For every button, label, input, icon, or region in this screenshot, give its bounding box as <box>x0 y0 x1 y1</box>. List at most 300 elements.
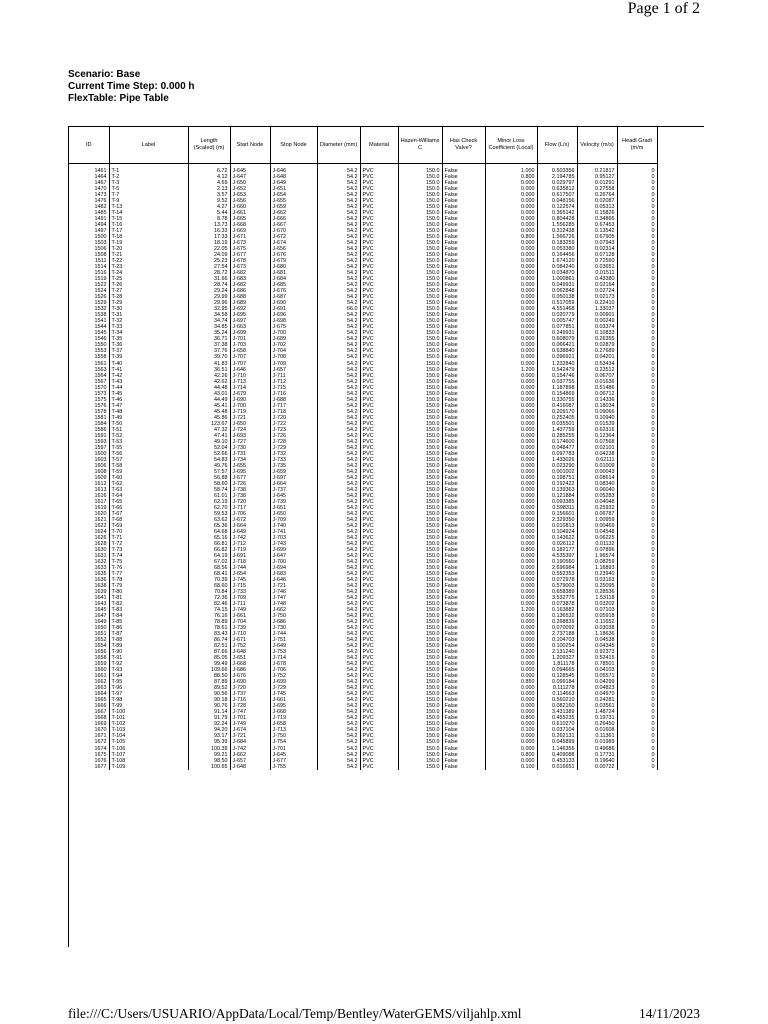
col-material-cell: PVC <box>360 174 398 180</box>
col-flow-cell: 2.696984 <box>537 565 577 571</box>
col-hazen-williams-cell: 150.0 <box>398 571 442 577</box>
col-headloss-gradient-cell: 0 <box>617 589 657 595</box>
col-label-cell: T-81 <box>109 595 188 601</box>
col-minor-loss-cell: 1.000 <box>485 168 537 174</box>
col-material-cell: PVC <box>360 445 398 451</box>
col-id-cell: 1668 <box>69 715 109 721</box>
col-flow-cell: 0.252405 <box>537 415 577 421</box>
col-check-valve-cell: False <box>442 535 485 541</box>
col-diameter-cell: 54.2 <box>317 613 360 619</box>
col-headloss-gradient-cell: 0 <box>617 649 657 655</box>
col-velocity-header: Velocity (m/s) <box>577 127 617 164</box>
col-velocity-cell: 0.05571 <box>577 673 617 679</box>
col-flow-cell: 2.194785 <box>537 174 577 180</box>
col-id-cell: 1575 <box>69 397 109 403</box>
col-material-cell: PVC <box>360 559 398 565</box>
col-check-valve-cell: False <box>442 703 485 709</box>
col-length-cell: 2.13 <box>188 186 230 192</box>
col-start-node-cell: J-733 <box>230 589 270 595</box>
col-check-valve-cell: False <box>442 499 485 505</box>
col-stop-node-cell: J-721 <box>270 583 317 589</box>
col-length-cell: 78.61 <box>188 625 230 631</box>
col-material-cell: PVC <box>360 733 398 739</box>
col-label-cell: T-53 <box>109 439 188 445</box>
col-check-valve-cell: False <box>442 547 485 553</box>
col-velocity-cell: 0.34866 <box>577 216 617 222</box>
col-diameter-cell: 54.2 <box>317 354 360 360</box>
col-length-cell: 123.67 <box>188 421 230 427</box>
col-check-valve-cell: False <box>442 427 485 433</box>
col-length-cell: 76.16 <box>188 613 230 619</box>
col-diameter-cell: 54.2 <box>317 312 360 318</box>
col-hazen-williams-cell: 150.0 <box>398 758 442 764</box>
col-stop-node-cell: J-718 <box>270 409 317 415</box>
col-length-cell: 54.83 <box>188 457 230 463</box>
col-material-cell: PVC <box>360 439 398 445</box>
col-material-cell: PVC <box>360 367 398 373</box>
col-velocity-cell: 0.04238 <box>577 451 617 457</box>
col-minor-loss-cell: 0.000 <box>485 523 537 529</box>
col-stop-node-cell: J-686 <box>270 619 317 625</box>
col-length-cell: 44.49 <box>188 397 230 403</box>
col-start-node-cell: J-742 <box>230 535 270 541</box>
col-flow-cell: 0.190560 <box>537 559 577 565</box>
col-headloss-gradient-cell: 0 <box>617 252 657 258</box>
col-velocity-cell: 0.04103 <box>577 667 617 673</box>
col-length-cell: 100.65 <box>188 764 230 770</box>
col-material-cell: PVC <box>360 312 398 318</box>
col-headloss-gradient-cell: 0 <box>617 601 657 607</box>
col-label-cell: T-86 <box>109 625 188 631</box>
col-minor-loss-cell: 0.000 <box>485 451 537 457</box>
col-start-node-cell: J-661 <box>230 613 270 619</box>
col-headloss-gradient-cell: 0 <box>617 403 657 409</box>
col-diameter-cell: 54.2 <box>317 246 360 252</box>
col-start-node-cell: J-677 <box>230 475 270 481</box>
col-material-cell: PVC <box>360 204 398 210</box>
col-flow-header: Flow (L/s) <box>537 127 577 164</box>
col-start-node-cell: J-719 <box>230 547 270 553</box>
col-length-cell: 9.52 <box>188 198 230 204</box>
col-material-cell: PVC <box>360 752 398 758</box>
col-minor-loss-cell: 0.000 <box>485 361 537 367</box>
col-velocity-cell: 0.04548 <box>577 529 617 535</box>
col-velocity-cell: 0.04048 <box>577 499 617 505</box>
col-stop-node-cell: J-655 <box>270 198 317 204</box>
col-hazen-williams-cell: 150.0 <box>398 715 442 721</box>
col-flow-cell: 0.077851 <box>537 324 577 330</box>
col-id-cell: 1631 <box>69 553 109 559</box>
col-id-cell: 1511 <box>69 258 109 264</box>
col-hazen-williams-cell: 150.0 <box>398 421 442 427</box>
col-minor-loss-cell: 0.000 <box>485 312 537 318</box>
col-check-valve-cell: False <box>442 397 485 403</box>
col-length-cell: 70.84 <box>188 589 230 595</box>
col-material-cell: PVC <box>360 252 398 258</box>
col-hazen-williams-cell: 150.0 <box>398 559 442 565</box>
col-id-cell: 1636 <box>69 577 109 583</box>
col-check-valve-cell: False <box>442 282 485 288</box>
col-velocity-cell: 0.02101 <box>577 445 617 451</box>
col-start-node-cell: J-671 <box>230 234 270 240</box>
col-stop-node-cell: J-715 <box>270 385 317 391</box>
col-id-cell: 1658 <box>69 655 109 661</box>
col-headloss-gradient-cell: 0 <box>617 643 657 649</box>
col-length-cell: 82.46 <box>188 601 230 607</box>
col-label-cell: T-105 <box>109 739 188 745</box>
col-material-cell: PVC <box>360 715 398 721</box>
col-start-node-cell: J-686 <box>230 667 270 673</box>
col-stop-node-cell: J-741 <box>270 529 317 535</box>
col-headloss-gradient-header: Headl Gradi (m/m <box>617 127 657 164</box>
col-velocity-cell: 0.11361 <box>577 733 617 739</box>
col-minor-loss-cell: 0.000 <box>485 565 537 571</box>
col-start-node-cell: J-688 <box>230 294 270 300</box>
col-stop-node-cell: J-646 <box>270 168 317 174</box>
col-velocity-cell: 0.23512 <box>577 367 617 373</box>
col-diameter-cell: 54.2 <box>317 204 360 210</box>
col-headloss-gradient-cell: 0 <box>617 240 657 246</box>
col-velocity-cell: 0.06707 <box>577 373 617 379</box>
col-material-cell: PVC <box>360 727 398 733</box>
col-label-cell: T-20 <box>109 246 188 252</box>
col-id-cell: 1613 <box>69 487 109 493</box>
col-hazen-williams-cell: 150.0 <box>398 204 442 210</box>
col-flow-cell: 0.093385 <box>537 499 577 505</box>
col-length-cell: 16.33 <box>188 228 230 234</box>
col-headloss-gradient-cell: 0 <box>617 577 657 583</box>
col-minor-loss-cell: 0.000 <box>485 336 537 342</box>
col-start-node-cell: J-717 <box>230 505 270 511</box>
col-minor-loss-cell: 1.200 <box>485 607 537 613</box>
col-headloss-gradient-cell: 0 <box>617 565 657 571</box>
col-flow-cell: 0.099184 <box>537 679 577 685</box>
col-headloss-gradient-cell: 0 <box>617 697 657 703</box>
col-flow-cell: 0.209170 <box>537 409 577 415</box>
col-length-cell: 47.41 <box>188 433 230 439</box>
col-hazen-williams-header: Hazen-Williams C <box>398 127 442 164</box>
col-diameter-cell: 54.2 <box>317 367 360 373</box>
col-stop-node-cell: J-728 <box>270 439 317 445</box>
col-diameter-cell: 54.2 <box>317 577 360 583</box>
col-flow-cell: 1.433026 <box>537 457 577 463</box>
col-length-cell: 36.71 <box>188 336 230 342</box>
col-stop-node-cell: J-706 <box>270 667 317 673</box>
col-diameter-cell: 54.2 <box>317 649 360 655</box>
col-minor-loss-cell: 0.000 <box>485 595 537 601</box>
col-id-cell: 1514 <box>69 264 109 270</box>
col-velocity-cell: 0.06787 <box>577 511 617 517</box>
col-length-cell: 36.51 <box>188 367 230 373</box>
col-material-cell: PVC <box>360 361 398 367</box>
footer-file-path: file:///C:/Users/USUARIO/AppData/Local/Temp/Bentley/WaterGEMS/viljahlp.xml <box>68 1006 522 1021</box>
col-headloss-gradient-cell: 0 <box>617 270 657 276</box>
col-hazen-williams-cell: 150.0 <box>398 601 442 607</box>
col-length-cell: 61.01 <box>188 493 230 499</box>
col-diameter-cell: 54.2 <box>317 541 360 547</box>
col-minor-loss-cell: 0.000 <box>485 294 537 300</box>
col-material-cell: PVC <box>360 216 398 222</box>
col-hazen-williams-cell: 150.0 <box>398 565 442 571</box>
col-headloss-gradient-cell: 0 <box>617 559 657 565</box>
col-material-cell: PVC <box>360 264 398 270</box>
col-stop-node-cell: J-659 <box>270 469 317 475</box>
col-minor-loss-cell: 0.000 <box>485 589 537 595</box>
col-material-cell: PVC <box>360 354 398 360</box>
col-stop-node-cell: J-754 <box>270 739 317 745</box>
col-minor-loss-cell: 0.000 <box>485 288 537 294</box>
col-check-valve-cell: False <box>442 252 485 258</box>
col-start-node-cell: J-744 <box>230 565 270 571</box>
col-hazen-williams-cell: 150.0 <box>398 487 442 493</box>
col-hazen-williams-cell: 150.0 <box>398 475 442 481</box>
col-check-valve-cell: False <box>442 595 485 601</box>
col-start-node-cell: J-720 <box>230 499 270 505</box>
col-hazen-williams-cell: 150.0 <box>398 427 442 433</box>
col-velocity-cell: 0.25095 <box>577 583 617 589</box>
col-stop-node-cell: J-684 <box>270 276 317 282</box>
col-headloss-gradient-cell: 0 <box>617 180 657 186</box>
col-label-cell: T-65 <box>109 499 188 505</box>
col-flow-cell: 0.070092 <box>537 625 577 631</box>
col-stop-node-cell: J-747 <box>270 595 317 601</box>
col-material-cell: PVC <box>360 517 398 523</box>
col-hazen-williams-cell: 150.0 <box>398 481 442 487</box>
col-flow-cell: 0.249931 <box>537 330 577 336</box>
col-headloss-gradient-cell: 0 <box>617 282 657 288</box>
col-start-node-cell: J-691 <box>230 553 270 559</box>
col-id-cell: 1672 <box>69 739 109 745</box>
col-diameter-cell: 54.2 <box>317 493 360 499</box>
col-length-cell: 35.24 <box>188 330 230 336</box>
col-velocity-cell: 0.17731 <box>577 752 617 758</box>
col-stop-node-cell: J-668 <box>270 709 317 715</box>
col-check-valve-cell: False <box>442 186 485 192</box>
col-label-cell: T-91 <box>109 655 188 661</box>
col-length-cell: 62.70 <box>188 505 230 511</box>
col-stop-node-cell: J-687 <box>270 294 317 300</box>
col-label-cell: T-22 <box>109 258 188 264</box>
col-hazen-williams-cell: 150.0 <box>398 619 442 625</box>
col-label-cell: T-29 <box>109 300 188 306</box>
col-flow-cell: 0.121884 <box>537 493 577 499</box>
col-label-cell: T-1 <box>109 168 188 174</box>
col-length-cell: 18.19 <box>188 240 230 246</box>
col-material-cell: PVC <box>360 270 398 276</box>
col-length-cell: 98.50 <box>188 758 230 764</box>
col-check-valve-cell: False <box>442 619 485 625</box>
col-id-cell: 1670 <box>69 727 109 733</box>
col-flow-cell: 0.610270 <box>537 721 577 727</box>
col-minor-loss-cell: 0.000 <box>485 673 537 679</box>
col-check-valve-cell: False <box>442 457 485 463</box>
col-stop-node-cell: J-739 <box>270 499 317 505</box>
col-material-cell: PVC <box>360 643 398 649</box>
col-diameter-cell: 54.2 <box>317 222 360 228</box>
col-id-cell: 1652 <box>69 637 109 643</box>
col-label-cell: T-73 <box>109 547 188 553</box>
col-minor-loss-cell: 0.000 <box>485 348 537 354</box>
col-headloss-gradient-cell: 0 <box>617 679 657 685</box>
col-diameter-cell: 54.2 <box>317 300 360 306</box>
col-start-node-cell: J-692 <box>230 306 270 312</box>
col-stop-node-cell: J-676 <box>270 252 317 258</box>
col-check-valve-cell: False <box>442 661 485 667</box>
col-start-node-cell: J-645 <box>230 168 270 174</box>
col-label-cell: T-40 <box>109 361 188 367</box>
col-hazen-williams-cell: 150.0 <box>398 180 442 186</box>
col-headloss-gradient-cell: 0 <box>617 439 657 445</box>
col-minor-loss-cell: 0.000 <box>485 613 537 619</box>
col-headloss-gradient-cell: 0 <box>617 312 657 318</box>
col-hazen-williams-cell: 150.0 <box>398 288 442 294</box>
col-start-node-cell: J-654 <box>230 571 270 577</box>
col-velocity-cell: 0.01009 <box>577 463 617 469</box>
col-start-node-cell: J-675 <box>230 246 270 252</box>
col-check-valve-cell: False <box>442 324 485 330</box>
col-minor-loss-cell: 0.000 <box>485 529 537 535</box>
col-stop-node-cell: J-680 <box>270 264 317 270</box>
col-start-node-cell: J-699 <box>230 330 270 336</box>
col-label-cell: T-36 <box>109 342 188 348</box>
col-check-valve-cell: False <box>442 210 485 216</box>
col-length-cell: 57.57 <box>188 469 230 475</box>
col-minor-loss-cell: 0.000 <box>485 192 537 198</box>
col-flow-cell: 4.535397 <box>537 553 577 559</box>
col-material-cell: PVC <box>360 210 398 216</box>
col-start-node-cell: J-660 <box>230 204 270 210</box>
col-velocity-cell: 0.00722 <box>577 764 617 770</box>
col-velocity-cell: 0.05313 <box>577 204 617 210</box>
col-minor-loss-cell: 0.200 <box>485 649 537 655</box>
col-diameter-header: Diameter (mm) <box>317 127 360 164</box>
col-length-cell: 99.49 <box>188 661 230 667</box>
col-id-cell: 1622 <box>69 523 109 529</box>
col-velocity-cell: 0.02087 <box>577 198 617 204</box>
col-id-cell: 1608 <box>69 469 109 475</box>
col-start-node-cell: J-656 <box>230 198 270 204</box>
col-material-cell: PVC <box>360 469 398 475</box>
col-velocity-cell: 0.09066 <box>577 409 617 415</box>
col-diameter-cell: 54.2 <box>317 330 360 336</box>
col-stop-node-cell: J-730 <box>270 625 317 631</box>
col-id-cell: 1620 <box>69 511 109 517</box>
col-diameter-cell: 54.2 <box>317 739 360 745</box>
col-length-cell: 25.23 <box>188 258 230 264</box>
col-stop-node-cell: J-689 <box>270 336 317 342</box>
col-label-cell: T-109 <box>109 764 188 770</box>
col-length-cell: 56.88 <box>188 475 230 481</box>
col-id-cell: 1546 <box>69 336 109 342</box>
col-label-cell: T-51 <box>109 427 188 433</box>
col-start-node-cell: J-713 <box>230 379 270 385</box>
col-material-cell: PVC <box>360 336 398 342</box>
col-id-cell: 1603 <box>69 457 109 463</box>
col-start-node-cell: J-664 <box>230 523 270 529</box>
col-minor-loss-cell: 0.000 <box>485 379 537 385</box>
col-hazen-williams-cell: 150.0 <box>398 685 442 691</box>
col-material-cell: PVC <box>360 168 398 174</box>
col-minor-loss-cell: 0.000 <box>485 409 537 415</box>
col-id-cell: 1564 <box>69 373 109 379</box>
col-velocity-cell: 1.33037 <box>577 306 617 312</box>
col-stop-node-cell: J-753 <box>270 649 317 655</box>
col-velocity-cell: 0.72560 <box>577 258 617 264</box>
col-check-valve-cell: False <box>442 409 485 415</box>
col-label-cell: T-46 <box>109 397 188 403</box>
col-minor-loss-cell: 0.000 <box>485 186 537 192</box>
col-length-cell: 87.66 <box>188 649 230 655</box>
col-minor-loss-cell: 0.000 <box>485 619 537 625</box>
col-diameter-cell: 54.2 <box>317 216 360 222</box>
col-hazen-williams-cell: 150.0 <box>398 373 442 379</box>
col-diameter-cell: 54.2 <box>317 631 360 637</box>
page-number: Page 1 of 2 <box>627 0 700 17</box>
col-headloss-gradient-cell: 0 <box>617 535 657 541</box>
col-flow-cell: 1.146356 <box>537 746 577 752</box>
col-diameter-cell: 54.2 <box>317 463 360 469</box>
col-check-valve-cell: False <box>442 469 485 475</box>
col-id-cell: 1476 <box>69 198 109 204</box>
col-label-cell: T-60 <box>109 475 188 481</box>
col-minor-loss-cell: 0.000 <box>485 210 537 216</box>
col-velocity-cell: 0.01511 <box>577 270 617 276</box>
col-headloss-gradient-cell: 0 <box>617 306 657 312</box>
col-check-valve-cell: False <box>442 391 485 397</box>
col-length-cell: 68.41 <box>188 571 230 577</box>
col-diameter-cell: 54.2 <box>317 571 360 577</box>
col-length-cell: 66.82 <box>188 547 230 553</box>
col-minor-loss-cell: 0.000 <box>485 397 537 403</box>
col-minor-loss-cell: 0.000 <box>485 216 537 222</box>
col-velocity-cell: 0.06225 <box>577 535 617 541</box>
col-check-valve-cell: False <box>442 721 485 727</box>
col-label-cell: T-77 <box>109 571 188 577</box>
col-diameter-cell: 54.2 <box>317 258 360 264</box>
col-minor-loss-cell: 0.000 <box>485 469 537 475</box>
col-id-cell: 1651 <box>69 631 109 637</box>
col-label-cell: T-68 <box>109 517 188 523</box>
col-length-cell: 43.01 <box>188 391 230 397</box>
col-hazen-williams-cell: 150.0 <box>398 655 442 661</box>
col-stop-node-cell: J-698 <box>270 318 317 324</box>
col-id-cell: 1647 <box>69 613 109 619</box>
col-minor-loss-cell: 0.000 <box>485 739 537 745</box>
col-check-valve-cell: False <box>442 739 485 745</box>
col-headloss-gradient-cell: 0 <box>617 487 657 493</box>
col-label-cell: T-71 <box>109 535 188 541</box>
col-id-cell: 1619 <box>69 505 109 511</box>
col-hazen-williams-cell: 150.0 <box>398 721 442 727</box>
col-stop-node-cell: J-732 <box>270 451 317 457</box>
col-material-cell: PVC <box>360 625 398 631</box>
col-diameter-cell: 54.2 <box>317 361 360 367</box>
col-check-valve-cell: False <box>442 258 485 264</box>
col-start-node-cell: J-658 <box>230 348 270 354</box>
col-headloss-gradient-cell: 0 <box>617 397 657 403</box>
col-length-cell: 99.21 <box>188 752 230 758</box>
col-flow-cell: 0.072978 <box>537 577 577 583</box>
col-headloss-gradient-cell: 0 <box>617 385 657 391</box>
col-minor-loss-cell: 0.000 <box>485 487 537 493</box>
col-velocity-cell: 1.53118 <box>577 595 617 601</box>
col-stop-node-cell: J-667 <box>270 222 317 228</box>
col-diameter-cell: 54.2 <box>317 559 360 565</box>
col-velocity-cell: 0.03561 <box>577 703 617 709</box>
col-diameter-cell: 54.2 <box>317 475 360 481</box>
col-flow-cell: 0.453133 <box>537 758 577 764</box>
col-stop-node-cell: J-709 <box>270 361 317 367</box>
